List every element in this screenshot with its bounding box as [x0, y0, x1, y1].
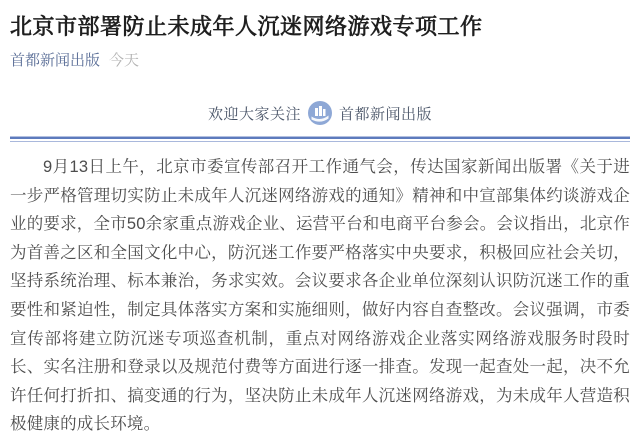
article-paragraph: 9月13日上午，北京市委宣传部召开工作通气会，传达国家新闻出版署《关于进一步严格管理切实防止未成年人沉迷网络游戏的通知》精神和中宣部集体约谈游戏企业的要求，全市50余家重点游戏企业、运营平台和电商平台参会。会议指出，北京作为首善之区和全国文化中心，防沉迷工作要严格落实中央要求，积极回应社会关切，坚持系统治理、标本兼治，务求实效。会议要求各企业单位深刻认识防沉迷工作的重要性和紧迫性，制定具体落实方案和实施细则，做好内容自查整改。会议强调，市委宣传部将建立防沉迷专项巡查机制，重点对网络游戏企业落实网络游戏服务时段时长、实名注册和登录以及规范付费等方面进行逐一排查。发现一起查处一起，决不允许任何打折扣、搞变通的行为，坚决防止未成年人沉迷网络游戏，为未成年人营造积极健康的成长环境。	[10, 158, 630, 433]
article-meta	[10, 53, 630, 69]
banner-account-name: 首都新闻出版	[339, 105, 433, 123]
publish-time: 今天	[109, 52, 140, 69]
divider-top	[10, 136, 630, 142]
article-title: 北京市部署防止未成年人沉迷网络游戏专项工作	[10, 14, 483, 39]
follow-banner[interactable]	[10, 99, 630, 127]
press-logo-icon	[308, 101, 332, 125]
account-name-link[interactable]: 首都新闻出版	[10, 52, 101, 69]
follow-prompt-text: 欢迎大家关注	[207, 105, 301, 123]
